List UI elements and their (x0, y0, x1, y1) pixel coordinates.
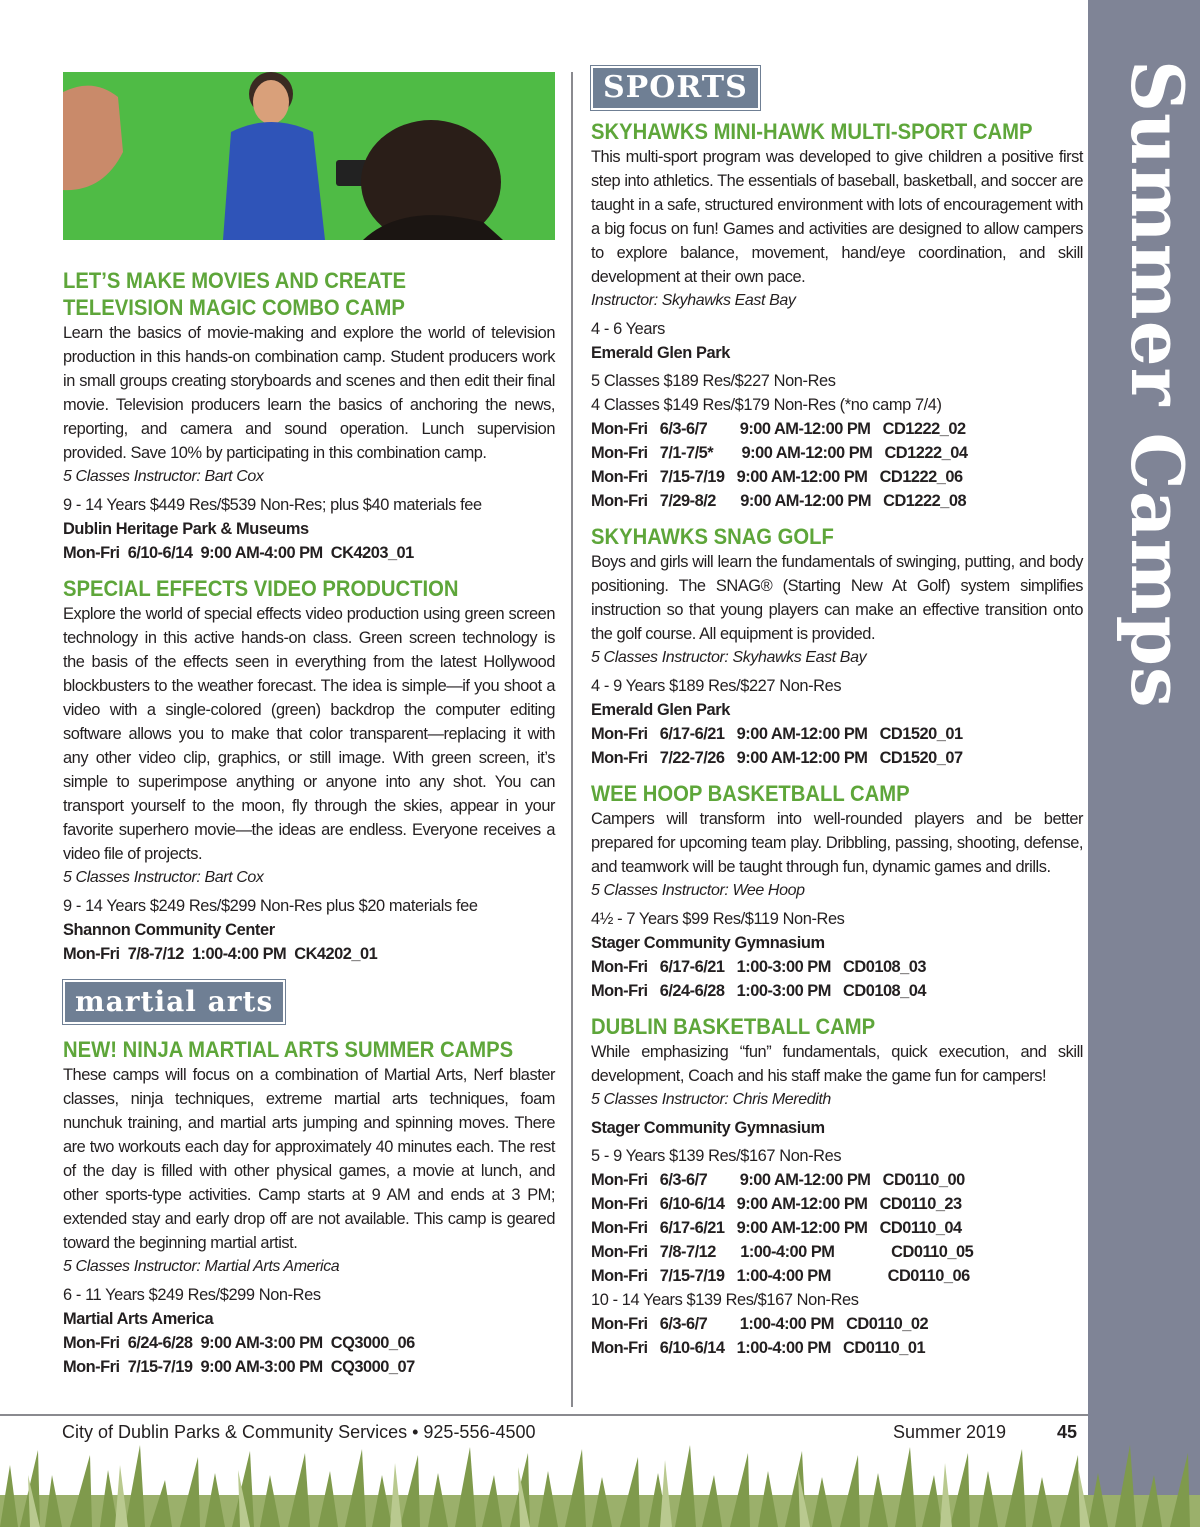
effects-ages: 9 - 14 Years $249 Res/$299 Non-Res plus $20 materials fee (63, 897, 478, 915)
ninja-ages: 6 - 11 Years $249 Res/$299 Non-Res (63, 1286, 321, 1304)
weehoop-description: Campers will transform into well-rounded players and be better prepared for upcoming team play. Dribbling, passing, shooting, defense, and teamwork will be taught through fun, dynamic games and drills. (591, 810, 1083, 876)
minihawk-meta: Instructor: Skyhawks East Bay (591, 292, 796, 309)
photo-illustration (63, 72, 555, 240)
dublinbb-session: Mon-Fri 6/3-6/7 9:00 AM-12:00 PM CD0110_00 (591, 1171, 965, 1189)
movies-meta: 5 Classes Instructor: Bart Cox (63, 468, 264, 485)
effects-session: Mon-Fri 7/8-7/12 1:00-4:00 PM CK4202_01 (63, 945, 378, 963)
minihawk-session: Mon-Fri 7/1-7/5* 9:00 AM-12:00 PM CD1222_04 (591, 444, 968, 462)
movies-ages: 9 - 14 Years $449 Res/$539 Non-Res; plus $40 materials fee (63, 496, 482, 514)
minihawk-location: Emerald Glen Park (591, 344, 730, 362)
snag-session: Mon-Fri 7/22-7/26 9:00 AM-12:00 PM CD1520_07 (591, 749, 963, 767)
ninja-session: Mon-Fri 6/24-6/28 9:00 AM-3:00 PM CQ3000_06 (63, 1334, 415, 1352)
footer-organization: City of Dublin Parks & Community Services • 925-556-4500 (62, 1422, 536, 1442)
sidebar-title: Summer Camps (1115, 60, 1200, 709)
weehoop-meta: 5 Classes Instructor: Wee Hoop (591, 882, 805, 899)
minihawk-title: SKYHAWKS MINI-HAWK MULTI-SPORT CAMP (591, 119, 1033, 144)
sports-label: SPORTS (591, 66, 760, 110)
column-divider (571, 72, 573, 1407)
minihawk-session: Mon-Fri 7/15-7/19 9:00 AM-12:00 PM CD1222_06 (591, 468, 963, 486)
martial-arts-label: martial arts (63, 980, 285, 1024)
effects-meta: 5 Classes Instructor: Bart Cox (63, 869, 264, 886)
weehoop-session: Mon-Fri 6/17-6/21 1:00-3:00 PM CD0108_03 (591, 958, 927, 976)
minihawk-session: Mon-Fri 7/29-8/2 9:00 AM-12:00 PM CD1222_08 (591, 492, 967, 510)
dublinbb-session: Mon-Fri 7/15-7/19 1:00-4:00 PM CD0110_06 (591, 1267, 970, 1285)
weehoop-session: Mon-Fri 6/24-6/28 1:00-3:00 PM CD0108_04 (591, 982, 927, 1000)
movies-session: Mon-Fri 6/10-6/14 9:00 AM-4:00 PM CK4203_01 (63, 544, 414, 562)
ninja-meta: 5 Classes Instructor: Martial Arts America (63, 1258, 340, 1275)
ninja-title: NEW! NINJA MARTIAL ARTS SUMMER CAMPS (63, 1037, 514, 1062)
minihawk-session: Mon-Fri 6/3-6/7 9:00 AM-12:00 PM CD1222_02 (591, 420, 966, 438)
dublinbb-session: Mon-Fri 6/3-6/7 1:00-4:00 PM CD0110_02 (591, 1315, 929, 1333)
tshirt-shape (223, 122, 325, 240)
dublinbb-description: While emphasizing “fun” fundamentals, quick execution, and skill development, Coach and his staff make the game fun for campers! (591, 1043, 1083, 1085)
left-column (63, 72, 555, 1379)
snag-session: Mon-Fri 6/17-6/21 9:00 AM-12:00 PM CD1520_01 (591, 725, 963, 743)
effects-title: SPECIAL EFFECTS VIDEO PRODUCTION (63, 576, 459, 601)
weehoop-location: Stager Community Gymnasium (591, 934, 825, 952)
ninja-location: Martial Arts America (63, 1310, 214, 1328)
minihawk-ages: 4 - 6 Years (591, 320, 665, 338)
movies-description: Learn the basics of movie-making and explore the world of television production in this hands-on combination camp. Student producers work in small groups creating storyboards and scenes and then edit their final movie. Television producers learn the basics of anchoring the news, reporting, and camera and sound operation. Lunch supervision provided. Save 10% by participating in this combination camp. (63, 324, 555, 462)
dublinbb-meta: 5 Classes Instructor: Chris Meredith (591, 1091, 831, 1108)
footer-season: Summer 2019 (893, 1422, 1007, 1442)
page-number: 45 (1057, 1422, 1078, 1442)
minihawk-pricing: 4 Classes $149 Res/$179 Non-Res (*no camp 7/4) (591, 396, 942, 414)
snag-description: Boys and girls will learn the fundamentals of swinging, putting, and body positioning. The SNAG® (Starting New At Golf) system simplifies instruction so that young players can make an effective transition onto the golf course. All equipment is provided. (591, 553, 1083, 643)
ninja-session: Mon-Fri 7/15-7/19 9:00 AM-3:00 PM CQ3000_07 (63, 1358, 415, 1376)
snag-ages: 4 - 9 Years $189 Res/$227 Non-Res (591, 677, 842, 695)
dublinbb-ages-2: 10 - 14 Years $139 Res/$167 Non-Res (591, 1291, 859, 1309)
effects-location: Shannon Community Center (63, 921, 275, 939)
dublinbb-session: Mon-Fri 6/10-6/14 9:00 AM-12:00 PM CD0110_23 (591, 1195, 962, 1213)
footer-rule (0, 1414, 1088, 1416)
green-screen-photo (63, 72, 555, 240)
dublinbb-session: Mon-Fri 7/8-7/12 1:00-4:00 PM CD0110_05 (591, 1243, 974, 1261)
dublinbb-ages-1: 5 - 9 Years $139 Res/$167 Non-Res (591, 1147, 842, 1165)
dublinbb-title: DUBLIN BASKETBALL CAMP (591, 1014, 876, 1039)
dublinbb-location: Stager Community Gymnasium (591, 1119, 825, 1137)
minihawk-description: This multi-sport program was developed to give children a positive first step into athletics. The essentials of baseball, basketball, and soccer are taught in a safe, structured environment with lots of encouragement with a big focus on fun! Games and activities are designed to allow campers to explore balance, movement, hand/eye coordination, and skill development at their own pace. (591, 148, 1083, 286)
effects-description: Explore the world of special effects video production using green screen technology in this active hands-on class. Green screen technology is the basis of the effects seen in everything from the latest Hollywood blockbusters to the weather forecast. The idea is simple—if you shoot a video with a single-colored (green) backdrop the computer editing software allows you to make that color transparent—replacing it with any other video clip, graphics, or still image. With green screen, it’s simple to superimpose anything or anyone into any shot. You can transport yourself to the moon, fly through the skies, appear in your favorite superhero movie—the ideas are endless. Everyone receives a video file of projects. (63, 605, 555, 863)
ninja-description: These camps will focus on a combination of Martial Arts, Nerf blaster classes, ninja techniques, extreme martial arts techniques, foam nunchuk training, and martial arts jumping and spinning moves. There are two workouts each day for approximately 40 minutes each. The rest of the day is filled with other physical games, a movie at lunch, and other sports-type activities. Camp starts at 9 AM and ends at 3 PM; extended stay and early drop off are not available. This camp is geared toward the beginning martial artist. (63, 1066, 555, 1252)
minihawk-pricing: 5 Classes $189 Res/$227 Non-Res (591, 372, 836, 390)
weehoop-ages: 4½ - 7 Years $99 Res/$119 Non-Res (591, 910, 845, 928)
movies-location: Dublin Heritage Park & Museums (63, 520, 309, 538)
grass-decoration (0, 1445, 1200, 1527)
snag-title: SKYHAWKS SNAG GOLF (591, 524, 834, 549)
right-column (591, 66, 1083, 1360)
movies-title: LET’S MAKE MOVIES AND CREATE TELEVISION MAGIC COMBO CAMP (63, 268, 406, 320)
snag-meta: 5 Classes Instructor: Skyhawks East Bay (591, 649, 867, 666)
snag-location: Emerald Glen Park (591, 701, 730, 719)
dublinbb-session: Mon-Fri 6/10-6/14 1:00-4:00 PM CD0110_01 (591, 1339, 926, 1357)
weehoop-title: WEE HOOP BASKETBALL CAMP (591, 781, 910, 806)
dublinbb-session: Mon-Fri 6/17-6/21 9:00 AM-12:00 PM CD0110_04 (591, 1219, 962, 1237)
